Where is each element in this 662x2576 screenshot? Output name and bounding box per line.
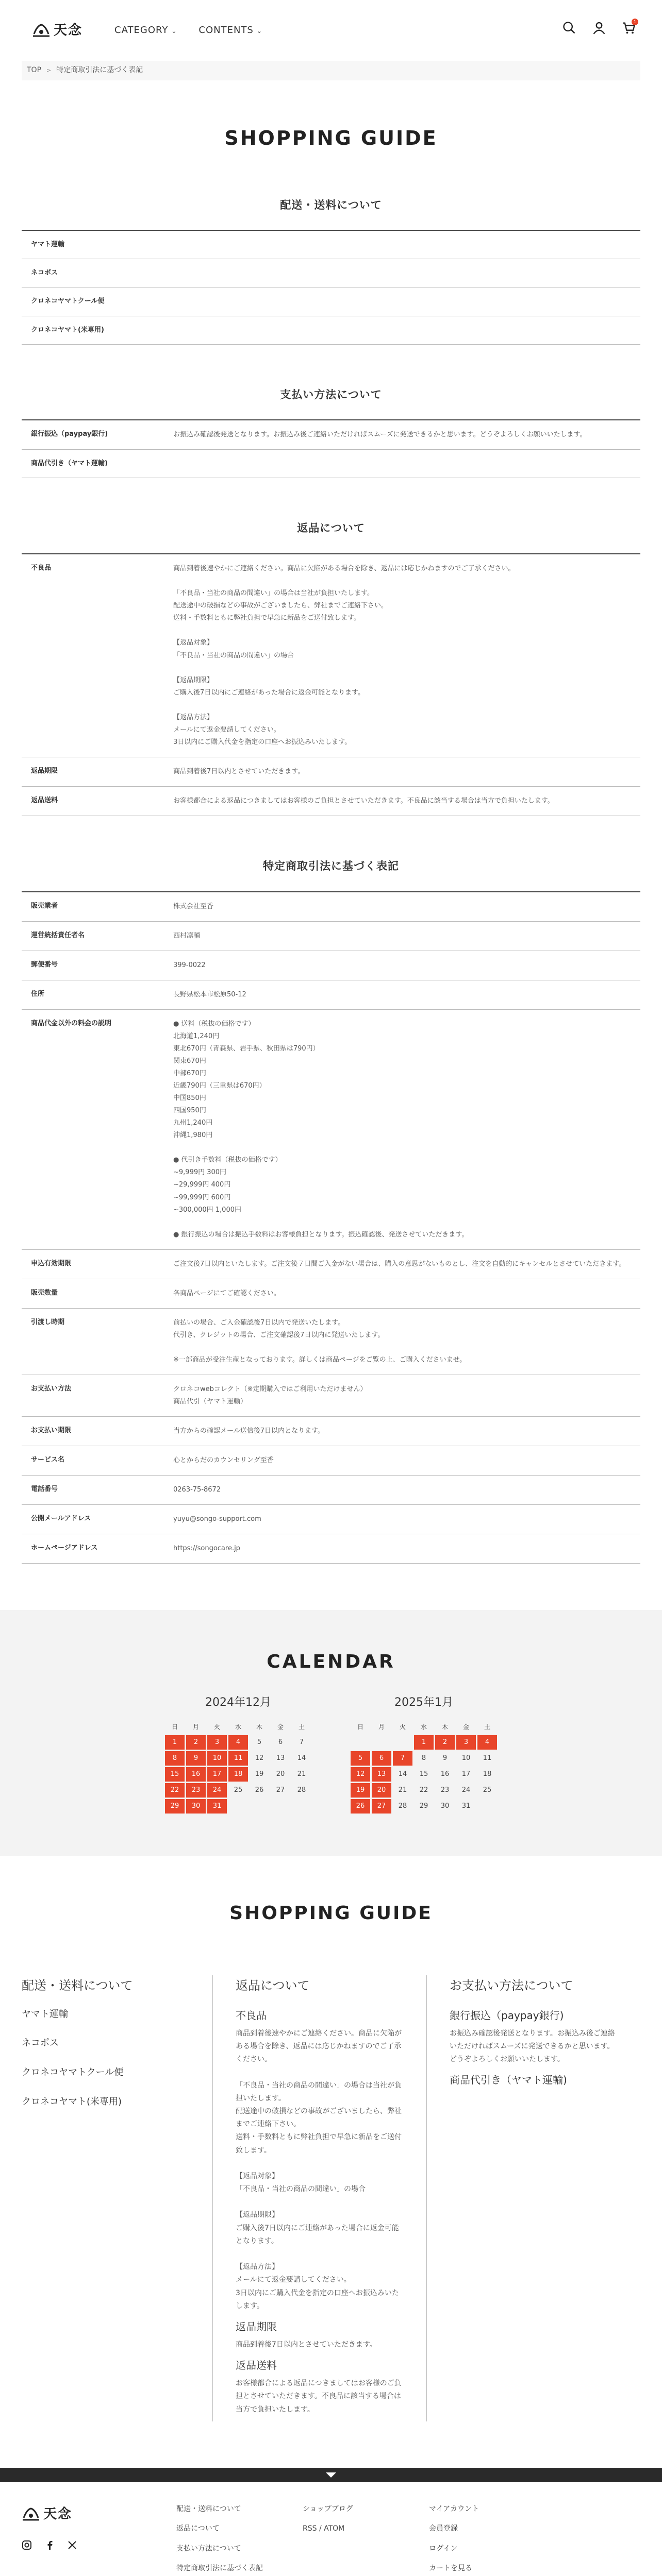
row-heading: 不良品: [31, 564, 52, 572]
calendar-day-holiday: 2: [186, 1735, 206, 1750]
calendar-day: 30: [440, 1802, 450, 1810]
footer-link[interactable]: 特定商取引法に基づく表記: [176, 2564, 263, 2573]
table-row: [22, 951, 640, 980]
table-row: [22, 787, 640, 816]
table-row: [22, 259, 640, 287]
calendar-day-holiday: 27: [372, 1799, 391, 1814]
cart-count-badge: 1: [632, 19, 638, 25]
footer-links-blog: [303, 2503, 429, 2576]
returns-table: [22, 553, 640, 816]
calendar-day-holiday: 1: [414, 1735, 434, 1750]
calendar-day: 18: [483, 1770, 492, 1778]
guide-subheading: 返品期限: [236, 2320, 277, 2333]
calendar-empty: [477, 1799, 497, 1814]
footer-logo[interactable]: [22, 2503, 176, 2526]
calendar-day-holiday: 26: [351, 1799, 370, 1814]
calendar-day-holiday: 22: [165, 1783, 185, 1798]
footer-link[interactable]: カートを見る: [429, 2564, 472, 2573]
calendar-day: 12: [255, 1754, 264, 1762]
calendar-day: 26: [255, 1786, 264, 1794]
row-heading: クロネコヤマトクール便: [31, 297, 105, 306]
site-header: [0, 0, 662, 61]
guide-subheading: 銀行振込（paypay銀行): [450, 2009, 564, 2022]
calendar-day: 14: [297, 1754, 306, 1762]
calendar-weekday: 月: [378, 1723, 385, 1731]
calendar-day: 22: [419, 1786, 428, 1794]
chevron-down-icon: ⌄: [171, 27, 177, 35]
calendar-section: [0, 1610, 662, 1856]
page-top-icon: [326, 2472, 336, 2478]
calendar-day: 13: [276, 1754, 285, 1762]
guide-subheading: 不良品: [236, 2009, 267, 2022]
row-heading: 銀行振込（paypay銀行): [31, 430, 108, 438]
row-heading: 運営統括責任者名: [31, 931, 85, 939]
guide-text: お客様都合による返品につきましてはお客様のご負担とさせていただきます。不良品に該当する場合は当方で負担いたします。: [236, 2379, 402, 2414]
table-row: [22, 1279, 640, 1309]
calendar-weekday: 土: [484, 1723, 490, 1731]
payment-table: [22, 419, 640, 478]
logo-text: 天念: [54, 22, 83, 38]
guide-returns-heading: 返品について: [236, 1978, 310, 1993]
calendar-day-holiday: 19: [351, 1783, 370, 1798]
calendar-weekday: 土: [298, 1723, 305, 1731]
instagram-icon[interactable]: [22, 2540, 32, 2554]
calendar-day-holiday: 4: [477, 1735, 497, 1750]
table-row: [22, 450, 640, 478]
row-value: [166, 450, 640, 478]
row-value: 各商品ページにてご確認ください。: [173, 1289, 280, 1297]
calendar-day: 15: [419, 1770, 428, 1778]
calendar-day-holiday: 2: [435, 1735, 455, 1750]
calendar-day: 25: [234, 1786, 243, 1794]
guide-col-shipping: [22, 1975, 212, 2421]
footer-link[interactable]: 会員登録: [429, 2524, 458, 2533]
calendar-empty: [393, 1735, 412, 1750]
global-nav: [114, 23, 262, 39]
calendar-day-holiday: 8: [165, 1751, 185, 1766]
row-heading: 返品期限: [31, 767, 58, 775]
guide-shipping-item: クロネコヤマトクール便: [22, 2067, 124, 2078]
row-heading: 郵便番号: [31, 960, 58, 969]
row-value: ● 送料（税抜の価格です） 北海道1,240円 東北670円（青森県、岩手県、秋田県は790円） 関東670円 中部670円 近畿790円（三重県は670円） 中国850円 四国950円 九州1,240円 沖縄1,980円 ● 代引き手数料（税抜の価格です） ~9,999円 300円 ~29,999円 400円 ~99,999円 600円 ~300,000円 1,000円 ● 銀行振込の場合は振込手数料はお客様負担となります。振込確認後、発送させていただきます。: [173, 1020, 469, 1239]
calendar-day: 28: [297, 1786, 306, 1794]
payment-section: [22, 386, 640, 479]
calendar-day-holiday: 17: [207, 1767, 227, 1782]
table-row: [22, 1417, 640, 1446]
calendar-month-label: 2025年1月: [394, 1696, 453, 1709]
returns-section: [22, 519, 640, 816]
calendar-day-holiday: 9: [186, 1751, 206, 1766]
nav-contents-label: CONTENTS: [198, 24, 254, 36]
shipping-section: [22, 196, 640, 345]
guide-shipping-heading: 配送・送料について: [22, 1978, 133, 1993]
row-heading: 電話番号: [31, 1485, 58, 1494]
row-heading: ホームページアドレス: [31, 1544, 98, 1552]
breadcrumb-top[interactable]: TOP: [27, 66, 42, 75]
site-footer: [0, 2482, 662, 2576]
row-heading: 販売数量: [31, 1289, 58, 1297]
row-value: 商品到着後7日以内とさせていただきます。: [173, 767, 305, 775]
calendar-day-holiday: 31: [207, 1799, 227, 1814]
search-icon[interactable]: [562, 21, 576, 39]
calendar-day-holiday: 12: [351, 1767, 370, 1782]
row-value: クロネコwebコレクト（※定期購入ではご利用いただけません） 商品代引（ヤマト運輸）: [173, 1385, 367, 1406]
shipping-title: 配送・送料について: [280, 198, 382, 211]
table-row: [22, 554, 640, 757]
table-row: [22, 1309, 640, 1375]
chevron-down-icon: ⌄: [256, 27, 262, 35]
calendar-weekday: 木: [441, 1723, 448, 1731]
footer-links-account: [429, 2503, 555, 2576]
calendar-day-holiday: 6: [372, 1751, 391, 1766]
nav-contents[interactable]: [198, 23, 262, 39]
table-row: [22, 922, 640, 951]
table-row: [22, 1250, 640, 1279]
table-row: [22, 1375, 640, 1417]
table-row: [22, 757, 640, 787]
calendar-day-holiday: 1: [165, 1735, 185, 1750]
calendar-day: 14: [398, 1770, 407, 1778]
table-row: [22, 420, 640, 450]
calendar-day: 10: [461, 1754, 471, 1762]
table-row: [22, 892, 640, 922]
row-value: 0263-75-8672: [173, 1486, 221, 1494]
calendar-weekday: 火: [213, 1723, 220, 1731]
nav-category-label: CATEGORY: [114, 24, 169, 36]
guide-col-returns: [212, 1975, 426, 2421]
table-row: [22, 1505, 640, 1534]
calendar-day-holiday: 4: [228, 1735, 248, 1750]
row-heading: ヤマト運輸: [31, 241, 65, 249]
calendar-day: 29: [419, 1802, 428, 1810]
row-value: 株式会社至香: [173, 902, 214, 910]
guide-text: 商品到着後速やかにご連絡ください。商品に欠陥がある場合を除き、返品には応じかねますのでご了承ください。 「不良品・当社の商品の間違い」の場合は当社が負担いたします。 配送途中の破損などの事故がございましたら、弊社までご連絡下さい。 送料・手数料ともに弊社負担で早急に新品をご送付致します。 【返品対象】 「不良品・当社の商品の間違い」の場合 【返品期限】 ご購入後7日以内にご連絡があった場合に返金可能となります。 【返品方法】 メールにて返金要請してください。 3日以内にご購入代金を指定の口座へお振込みいたします。: [236, 2029, 402, 2310]
calendar-day-holiday: 10: [207, 1751, 227, 1766]
guide-shipping-item: クロネコヤマト(米専用): [22, 2096, 122, 2107]
table-row: [22, 231, 640, 259]
calendar-month: [163, 1693, 313, 1815]
breadcrumb-current: 特定商取引法に基づく表記: [56, 66, 143, 75]
calendar-weekday: 火: [399, 1723, 406, 1731]
calendar-day: 8: [421, 1754, 426, 1762]
page-top-bar[interactable]: [0, 2468, 662, 2482]
header-icons: [562, 21, 636, 39]
calendar-day-holiday: 29: [165, 1799, 185, 1814]
row-heading: お支払い方法: [31, 1384, 72, 1393]
row-value: 399-0022: [173, 961, 206, 969]
guide-text: お振込み確認後発送となります。お振込み後ご連絡いただければスムーズに発送できるかと思います。どうぞよろしくお願いいたします。: [450, 2029, 615, 2064]
table-row: [22, 287, 640, 316]
footer-link[interactable]: 支払い方法について: [176, 2544, 241, 2553]
calendar-day: 6: [278, 1738, 283, 1746]
row-value: [166, 259, 640, 287]
logo-mark-icon: [22, 2506, 40, 2522]
footer-link[interactable]: RSS / ATOM: [303, 2524, 345, 2533]
footer-link[interactable]: ログイン: [429, 2544, 458, 2553]
row-value: [166, 231, 640, 259]
shipping-table: [22, 230, 640, 344]
page-title: SHOPPING GUIDE: [224, 127, 438, 149]
footer-logo-text: 天念: [43, 2506, 73, 2522]
row-value: 心とからだのカウンセリング至香: [173, 1456, 274, 1465]
calendar-day: 23: [440, 1786, 450, 1794]
table-row: [22, 1010, 640, 1250]
calendar-day-holiday: 24: [207, 1783, 227, 1798]
row-heading: 販売業者: [31, 902, 58, 910]
law-title: 特定商取引法に基づく表記: [263, 859, 399, 872]
calendar-day: 7: [299, 1738, 304, 1746]
calendar-months: [0, 1693, 662, 1815]
table-row: [22, 316, 640, 345]
calendar-day-holiday: 11: [228, 1751, 248, 1766]
row-heading: 申込有効期限: [31, 1259, 72, 1267]
guide-subheading: 商品代引き（ヤマト運輸): [450, 2074, 567, 2087]
table-row: [22, 1534, 640, 1564]
guide-summary-title: SHOPPING GUIDE: [229, 1902, 433, 1924]
guide-text: 商品到着後7日以内とさせていただきます。: [236, 2340, 377, 2349]
footer-link[interactable]: マイアカウント: [429, 2504, 479, 2513]
row-heading: 商品代引き（ヤマト運輸): [31, 460, 108, 468]
calendar-weekday: 月: [192, 1723, 199, 1731]
calendar-day-holiday: 30: [186, 1799, 206, 1814]
law-table: [22, 891, 640, 1564]
calendar-day-holiday: 13: [372, 1767, 391, 1782]
calendar-weekday: 水: [235, 1723, 241, 1731]
guide-payment-heading: お支払い方法について: [450, 1978, 573, 1993]
calendar-empty: [228, 1799, 248, 1814]
guide-shipping-item: ネコポス: [22, 2038, 59, 2049]
calendar-weekday: 日: [171, 1723, 178, 1731]
site-logo[interactable]: [32, 19, 82, 42]
row-heading: 返品送料: [31, 796, 58, 804]
calendar-empty: [292, 1799, 311, 1814]
calendar-weekday: 水: [420, 1723, 427, 1731]
law-section: [22, 857, 640, 1564]
calendar-day-holiday: 20: [372, 1783, 391, 1798]
row-value: 西村凛輔: [173, 931, 201, 940]
calendar-weekday: 金: [277, 1723, 284, 1731]
calendar-day: 16: [440, 1770, 450, 1778]
footer-link[interactable]: 配送・送料について: [176, 2504, 241, 2513]
calendar-empty: [372, 1735, 391, 1750]
row-value: [166, 287, 640, 315]
calendar-title: CALENDAR: [267, 1651, 395, 1673]
row-value: [166, 316, 640, 344]
calendar-day: 5: [257, 1738, 262, 1746]
x-icon[interactable]: [67, 2540, 77, 2554]
calendar-month-label: 2024年12月: [205, 1696, 271, 1709]
calendar-day: 21: [297, 1770, 306, 1778]
row-value: 長野県松本市松原50-12: [173, 990, 246, 998]
calendar-day: 28: [398, 1802, 407, 1810]
calendar-weekday: 木: [256, 1723, 262, 1731]
row-heading: 公開メールアドレス: [31, 1515, 91, 1523]
row-value: 当方からの確認メール送信後7日以内となります。: [173, 1427, 324, 1435]
row-value: 商品到着後速やかにご連絡ください。商品に欠陥がある場合を除き、返品には応じかねますのでご了承ください。 「不良品・当社の商品の間違い」の場合は当社が負担いたします。 配送途中の破損などの事故がございましたら、弊社までご連絡下さい。 送料・手数料ともに弊社負担で早急に新品をご送付致します。 【返品対象】 「不良品・当社の商品の間違い」の場合 【返品期限】 ご購入後7日以内にご連絡があった場合に返金可能となります。 【返品方法】 メールにて返金要請してください。 3日以内にご購入代金を指定の口座へお振込みいたします。: [173, 565, 515, 746]
row-heading: ネコポス: [31, 269, 58, 277]
calendar-day-holiday: 18: [228, 1767, 248, 1782]
calendar-day-holiday: 15: [165, 1767, 185, 1782]
calendar-day: 21: [398, 1786, 407, 1794]
nav-category[interactable]: [114, 23, 177, 39]
calendar-day: 24: [461, 1786, 471, 1794]
facebook-icon[interactable]: [44, 2540, 55, 2554]
calendar-day: 20: [276, 1770, 285, 1778]
breadcrumb: [22, 61, 640, 80]
calendar-month: [349, 1693, 499, 1815]
calendar-day-holiday: 7: [393, 1751, 412, 1766]
row-value: 前払いの場合、ご入金確認後7日以内で発送いたします。 代引き、クレジットの場合、ご注文確認後7日以内に発送いたします。 ※一部商品が受注生産となっております。詳しくは商品ページをご覧の上、ご購入くださいませ。: [173, 1318, 467, 1364]
calendar-empty: [351, 1735, 370, 1750]
calendar-day: 31: [461, 1802, 471, 1810]
calendar-empty: [250, 1799, 269, 1814]
row-heading: 住所: [31, 990, 45, 998]
calendar-day-holiday: 16: [186, 1767, 206, 1782]
calendar-weekday: 日: [357, 1723, 363, 1731]
social-links: [22, 2540, 176, 2554]
row-value: https://songocare.jp: [173, 1545, 240, 1553]
shopping-guide-summary: [22, 1897, 640, 2421]
row-heading: お支払い期限: [31, 1427, 72, 1435]
guide-shipping-item: ヤマト運輸: [22, 2008, 68, 2020]
row-heading: サービス名: [31, 1456, 65, 1464]
calendar-day: 9: [442, 1754, 448, 1762]
payment-title: 支払い方法について: [280, 388, 382, 401]
calendar-day-holiday: 3: [207, 1735, 227, 1750]
account-icon[interactable]: [592, 21, 606, 39]
calendar-day: 19: [255, 1770, 264, 1778]
row-value: yuyu@songo-support.com: [173, 1515, 261, 1523]
cart-icon[interactable]: [622, 21, 636, 39]
calendar-day: 17: [461, 1770, 471, 1778]
row-heading: クロネコヤマト(米専用): [31, 326, 104, 334]
row-value: ご注文後7日以内といたします。ご注文後７日間ご入金がない場合は、購入の意思がないものとし、注文を自動的にキャンセルとさせていただきます。: [173, 1260, 626, 1268]
guide-col-payment: [426, 1975, 640, 2421]
calendar-day-holiday: 23: [186, 1783, 206, 1798]
calendar-day: 25: [483, 1786, 492, 1794]
calendar-day: 11: [483, 1754, 492, 1762]
guide-subheading: 返品送料: [236, 2359, 277, 2372]
table-row: [22, 980, 640, 1010]
calendar-empty: [271, 1799, 290, 1814]
logo-mark-icon: [32, 23, 51, 38]
row-value: お振込み確認後発送となります。お振込み後ご連絡いただければスムーズに発送できるかと思います。どうぞよろしくお願いいたします。: [173, 431, 587, 439]
footer-link[interactable]: 返品について: [176, 2524, 220, 2533]
breadcrumb-separator-icon: >: [46, 66, 52, 74]
calendar-day-holiday: 3: [456, 1735, 476, 1750]
returns-title: 返品について: [297, 522, 365, 535]
table-row: [22, 1446, 640, 1476]
calendar-day: 27: [276, 1786, 285, 1794]
footer-link[interactable]: ショップブログ: [303, 2504, 353, 2513]
row-value: お客様都合による返品につきましてはお客様のご負担とさせていただきます。不良品に該当する場合は当方で負担いたします。: [173, 796, 554, 805]
table-row: [22, 1476, 640, 1505]
row-heading: 引渡し時期: [31, 1318, 65, 1326]
calendar-day-holiday: 5: [351, 1751, 370, 1766]
row-heading: 商品代金以外の料金の説明: [31, 1019, 112, 1027]
footer-links-guide: [176, 2503, 303, 2576]
calendar-weekday: 金: [462, 1723, 469, 1731]
